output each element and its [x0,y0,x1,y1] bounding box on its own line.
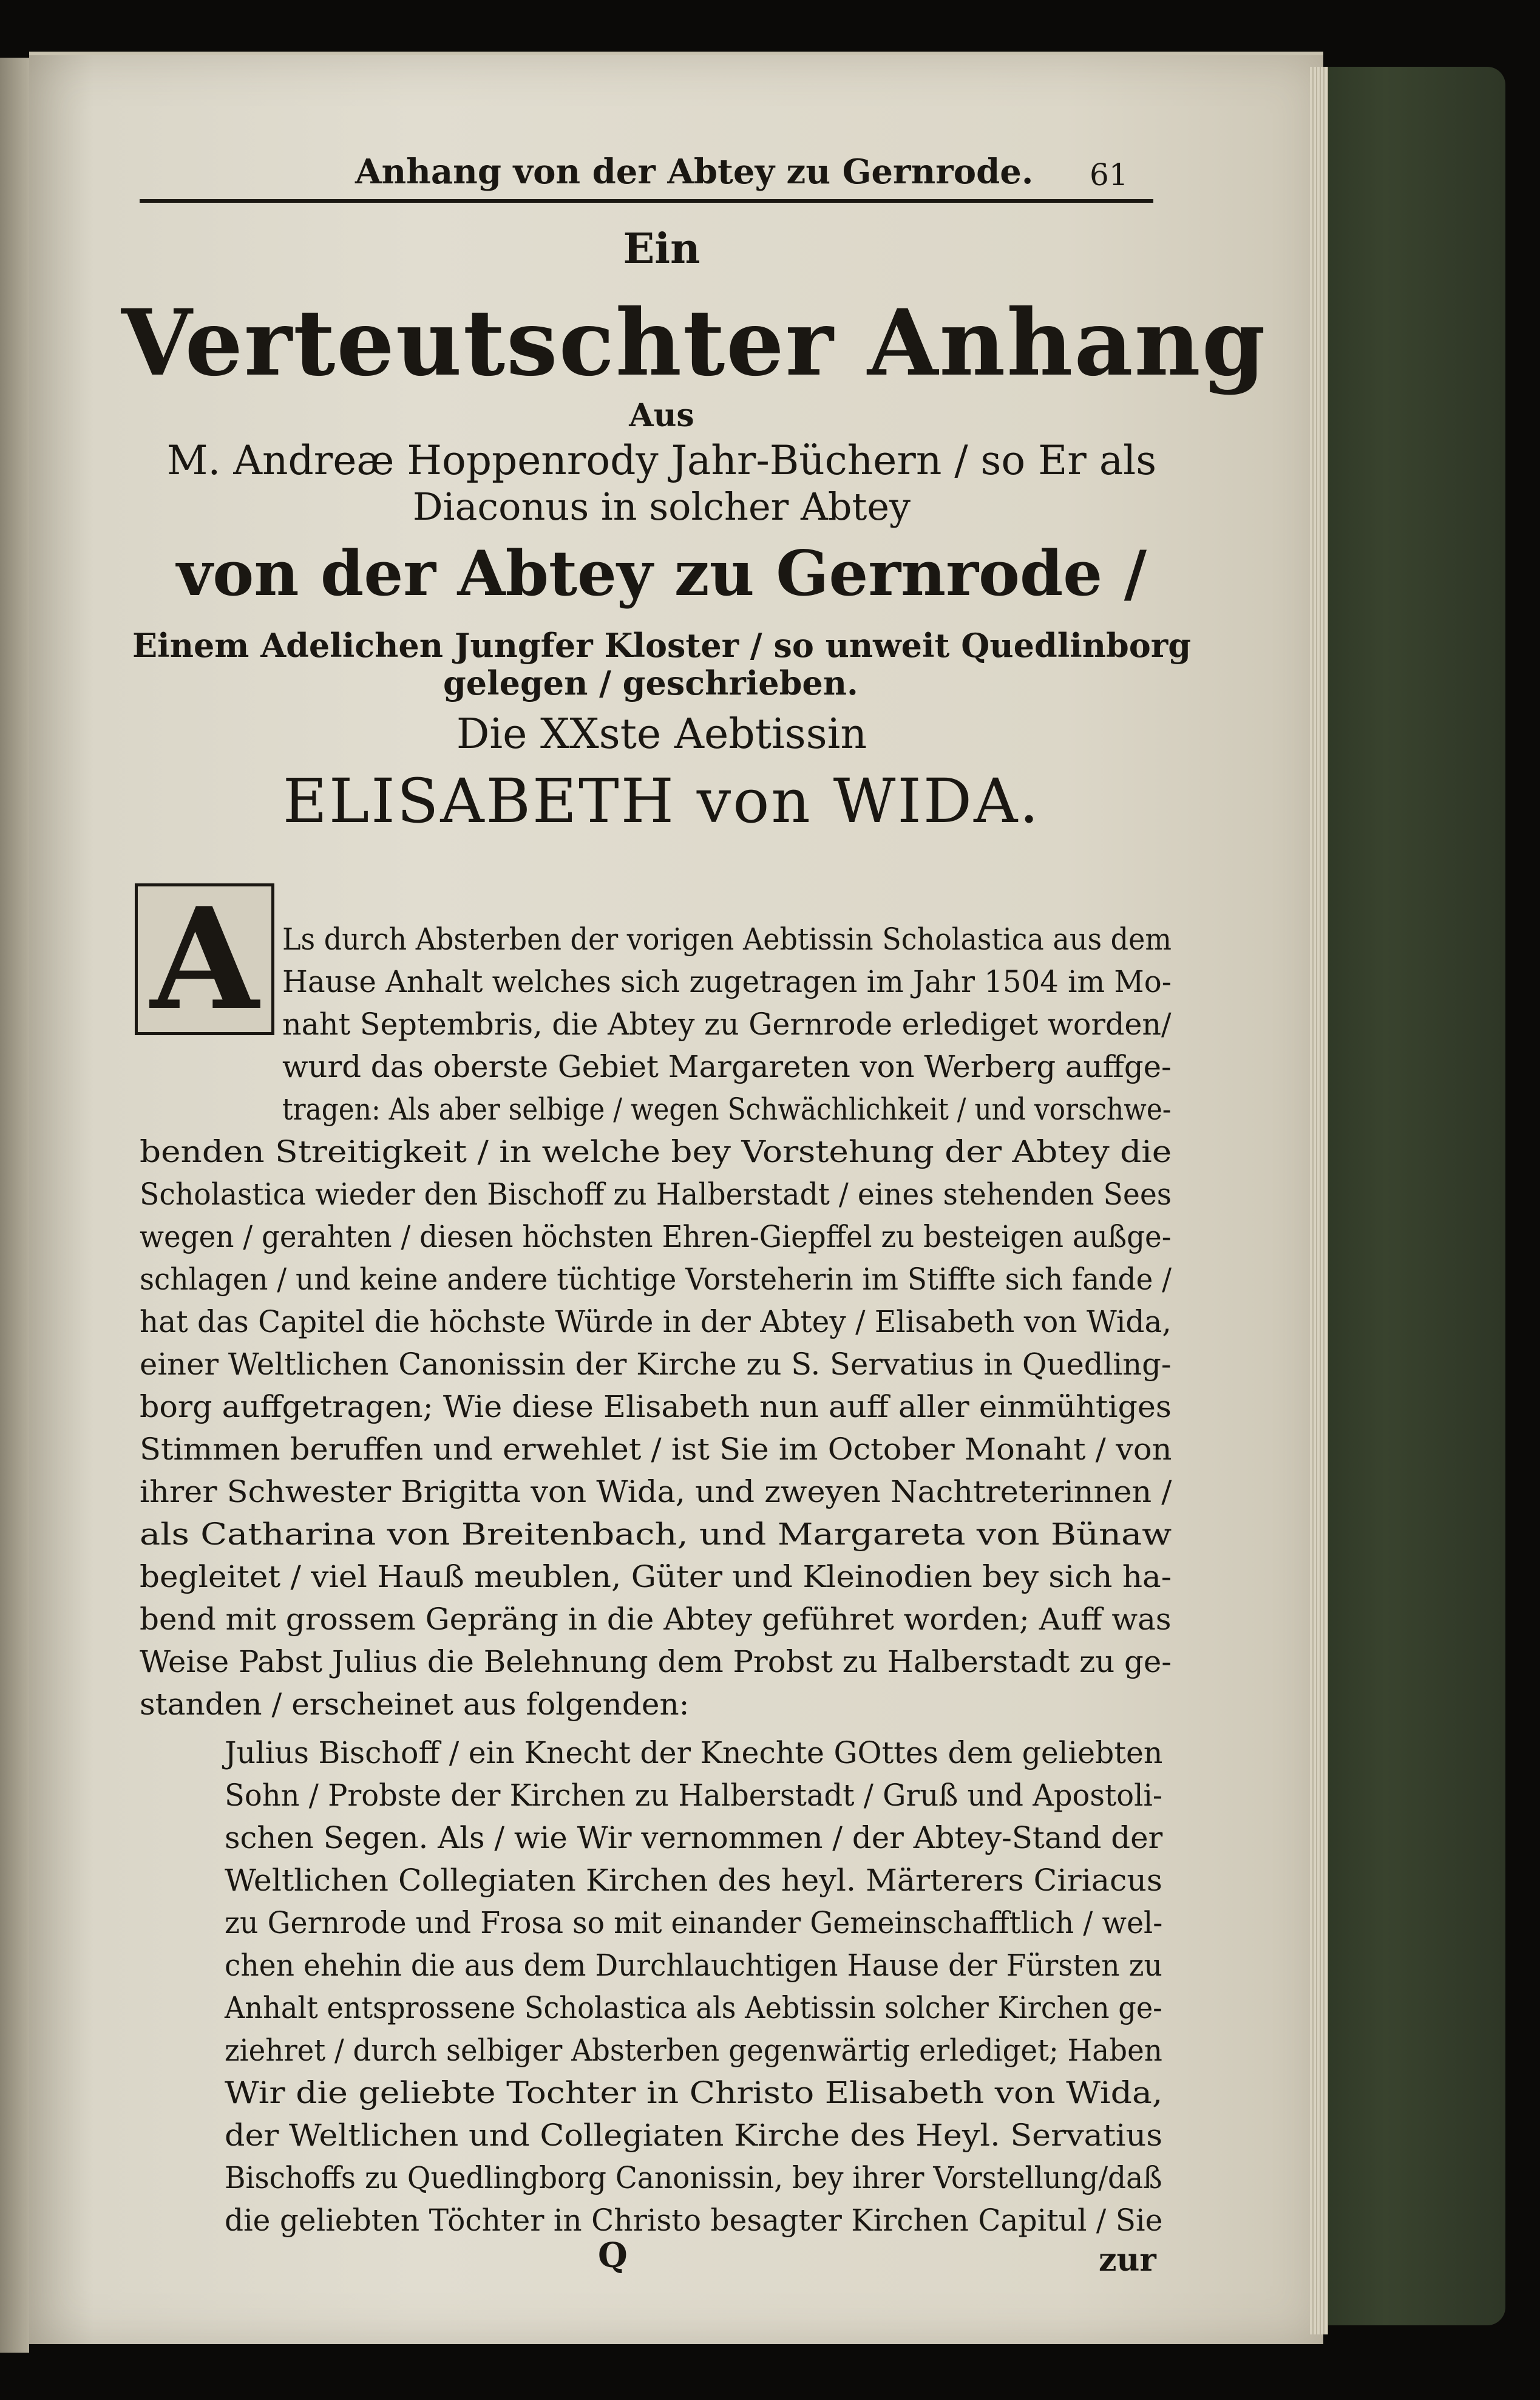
body-line: wegen / gerahten / diesen höchsten Ehren-Giepffel zu besteigen außge- [140,1219,1172,1254]
letter-line: Weltlichen Collegiaten Kirchen des heyl. Märterers Ciriacus [225,1863,1162,1898]
body-line: Stimmen beruffen und erwehlet / ist Sie im October Monaht / von [140,1432,1172,1467]
body-line: begleitet / viel Hauß meublen, Güter und Kleinodien bey sich ha- [140,1559,1172,1594]
title-diaconus-line: Diaconus in solcher Abtey [412,484,911,529]
title-aus: Aus [629,397,694,434]
catchword: zur [1099,2242,1156,2279]
letter-line: Julius Bischoff / ein Knecht der Knechte GOttes dem geliebten [225,1735,1163,1770]
letter-line: chen ehehin die aus dem Durchlauchtigen Hause der Fürsten zu [225,1948,1162,1983]
body-line: schlagen / und keine andere tüchtige Vorsteherin im Stiffte sich fande / [140,1262,1172,1297]
body-line: Ls durch Absterben der vorigen Aebtissin Scholastica aus dem [282,922,1172,957]
page-number: 61 [1090,157,1128,192]
letter-line: Sohn / Probste der Kirchen zu Halberstadt / Gruß und Apostoli- [225,1778,1163,1813]
body-line: Weise Pabst Julius die Belehnung dem Probst zu Halberstadt zu ge- [140,1644,1172,1679]
letter-line: zu Gernrode und Frosa so mit einander Gemeinschafftlich / wel- [225,1905,1163,1940]
title-gelegen-line: gelegen / geschrieben. [443,664,858,702]
letter-line: Wir die geliebte Tochter in Christo Elisabeth von Wida, [225,2075,1163,2110]
title-main: Verteutschter Anhang [121,290,1267,396]
letter-line: die geliebten Töchter in Christo besagter Kirchen Capitul / Sie [225,2203,1163,2238]
page-stack-edges [1310,67,1328,2334]
body-line: tragen: Als aber selbige / wegen Schwächlichkeit / und vorschwe- [282,1092,1172,1127]
drop-cap [135,877,274,1041]
running-title: Anhang von der Abtey zu Gernrode. [355,152,1034,192]
letter-line: der Weltlichen und Collegiaten Kirche des Heyl. Servatius [225,2118,1163,2153]
body-line: bend mit grossem Gepräng in die Abtey geführet worden; Auff was [140,1602,1172,1637]
title-author-line: M. Andreæ Hoppenrody Jahr-Büchern / so Er als [166,437,1157,484]
body-line: benden Streitigkeit / in welche bey Vorstehung der Abtey die [140,1134,1172,1169]
body-line: als Catharina von Breitenbach, und Margareta von Bünaw [140,1517,1172,1552]
title-abbess-name: ELISABETH von WIDA. [282,766,1041,837]
body-line: ihrer Schwester Brigitta von Wida, und zweyen Nachtreterinnen / [140,1474,1172,1509]
title-ein: Ein [623,225,700,273]
body-line: einer Weltlichen Canonissin der Kirche zu S. Servatius in Quedling- [140,1347,1172,1382]
body-line: Scholastica wieder den Bischoff zu Halberstadt / eines stehenden Sees [140,1177,1172,1212]
title-convent-line: Einem Adelichen Jungfer Kloster / so unweit Quedlinborg [132,626,1191,665]
signature-mark: Q [598,2235,628,2276]
title-abbess-number: Die XXste Aebtissin [456,710,867,758]
body-line: naht Septembris, die Abtey zu Gernrode erlediget worden/ [282,1007,1172,1042]
letter-line: ziehret / durch selbiger Absterben gegenwärtig erlediget; Haben [225,2033,1162,2068]
body-line: wurd das oberste Gebiet Margareten von Werberg auffge- [282,1049,1172,1084]
title-abbey-line: von der Abtey zu Gernrode / [177,537,1147,610]
letter-line: schen Segen. Als / wie Wir vernommen / der Abtey-Stand der [225,1820,1163,1855]
body-line: standen / erscheinet aus folgenden: [140,1687,690,1722]
header-rule [140,199,1153,203]
body-line: hat das Capitel die höchste Würde in der Abtey / Elisabeth von Wida, [140,1304,1172,1339]
drop-cap-letter: A [150,877,259,1041]
letter-line: Bischoffs zu Quedlingborg Canonissin, bey ihrer Vorstellung/daß [225,2160,1162,2195]
letter-line: Anhalt entsprossene Scholastica als Aebtissin solcher Kirchen ge- [225,1990,1162,2025]
book-cover-board [1305,67,1505,2325]
body-line: Hause Anhalt welches sich zugetragen im Jahr 1504 im Mo- [282,964,1172,999]
left-page-edge [0,58,29,2353]
body-line: borg auffgetragen; Wie diese Elisabeth nun auff aller einmühtiges [140,1389,1172,1424]
